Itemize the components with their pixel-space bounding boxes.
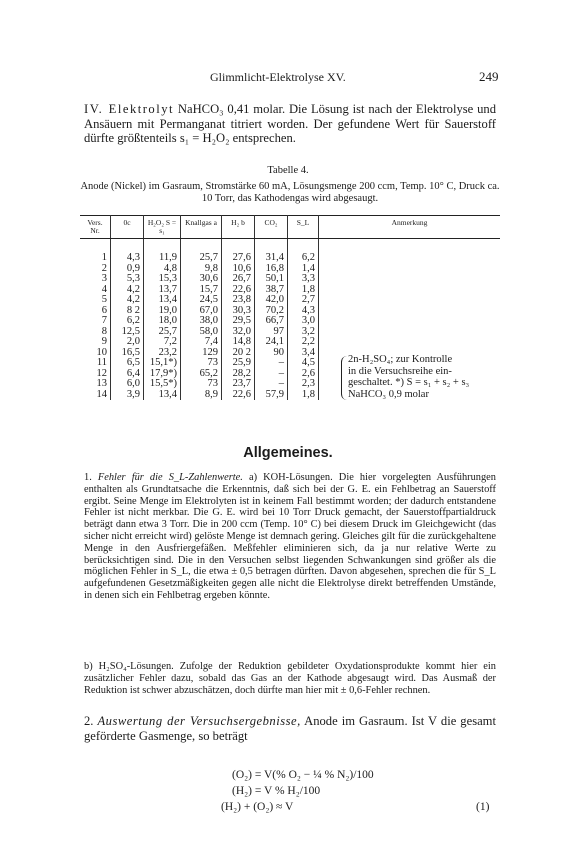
table-cell: 57,9: [255, 390, 288, 401]
paragraph-iv-label: IV. Elektrolyt: [84, 102, 175, 116]
table-cell: 13,4: [144, 390, 181, 401]
paragraph-iv-text: NaHCO₃ 0,41 molar. Die Lösung ist nach der Elektrolyse und Ansäuern mit Permanganat titriert worden. Der gefundene Wert für Sauerstoff dürfte größtenteils s₁ = H₂O₂ entsprechen.: [84, 102, 496, 146]
running-title: Glimmlicht-Elektrolyse XV.: [210, 70, 346, 84]
header-vers-nr: Vers. Nr.: [80, 216, 111, 239]
formula-h2: (H₂) = V % H₂/100: [232, 785, 321, 797]
paragraph-1b: [84, 661, 496, 696]
table-cell: 16,5: [111, 348, 144, 359]
table-cell: 38,0: [181, 316, 222, 327]
table-cell: 4,3: [111, 239, 144, 264]
table-cell: 8: [80, 327, 111, 338]
table-cell: 4,8: [144, 264, 181, 275]
remark-brace: [341, 356, 348, 400]
table-cell-anmerkung: [319, 239, 501, 264]
remark-line: NaHCO₃ 0,9 molar: [348, 388, 429, 400]
table-cell: 26,7: [222, 274, 255, 285]
table-cell: 25,9: [222, 358, 255, 369]
table-header-row: [80, 216, 500, 239]
table-cell: –: [255, 379, 288, 390]
table-cell: 73: [181, 358, 222, 369]
header-co2: CO₂: [255, 216, 288, 239]
table-cell: 11: [80, 358, 111, 369]
table-cell: 5: [80, 295, 111, 306]
table-cell: 4: [80, 285, 111, 296]
table-cell: 23,7: [222, 379, 255, 390]
paragraph-2: [84, 714, 496, 743]
table-cell: 6,0: [111, 379, 144, 390]
table-cell: 27,6: [222, 239, 255, 264]
table-cell: 0,9: [111, 264, 144, 275]
table-cell: 14: [80, 390, 111, 401]
table-cell: 23,2: [144, 348, 181, 359]
page-number: 249: [479, 69, 499, 84]
table-cell: 65,2: [181, 369, 222, 380]
table-cell: 3,3: [288, 274, 319, 285]
table-cell: 7,2: [144, 337, 181, 348]
table-cell: –: [255, 358, 288, 369]
header-sl: S_L: [288, 216, 319, 239]
table-cell: 20 2: [222, 348, 255, 359]
equation-number: (1): [476, 801, 490, 813]
table-title: Tabelle 4.: [267, 165, 309, 176]
table-cell: 9,8: [181, 264, 222, 275]
table-cell-anmerkung: [319, 306, 501, 317]
header-h2o2: H₂O₂ S = s₁: [144, 216, 181, 239]
table-row: [80, 316, 500, 327]
table-cell: 3,9: [111, 390, 144, 401]
table-cell: 66,7: [255, 316, 288, 327]
table-cell: 32,0: [222, 327, 255, 338]
table-cell: 17,9*): [144, 369, 181, 380]
table-cell: 25,7: [144, 327, 181, 338]
table-cell: 14,8: [222, 337, 255, 348]
table-cell: 12: [80, 369, 111, 380]
table-cell: 31,4: [255, 239, 288, 264]
table-cell: 70,2: [255, 306, 288, 317]
table-cell: 25,7: [181, 239, 222, 264]
table-cell: 10: [80, 348, 111, 359]
remark-line: geschaltet. *) S = s₁ + s₂ + s₃: [348, 377, 470, 388]
table-cell: 3,2: [288, 327, 319, 338]
table-row: [80, 285, 500, 296]
table-cell: 15,3: [144, 274, 181, 285]
paragraph-1-text: a) KOH-Lösungen. Die hier vorgelegten Ausführungen enthalten als Grundtatsache die Erkenntnis, daß sich bei der G. E. ein Fehlbetrag an Sauerstoff ergibt. Seine Menge im Elektrolyten ist in keinem Fall bestimmt worden; der dadurch entstandene Fehler ist nicht merkbar. Die G. E. wird bei 10 Torr Druck gemacht, der Sauerstoffpartialdruck beträgt dann etwa 3 Torr. Die in 200 ccm (Temp. 10° C) bei diesem Druck im Gleichgewicht (das sicher nicht erreicht wird) gelöste Menge ist demnach gering. Gleiches gilt für die zurückgehaltene Menge in den Ausfriergefäßen. Meßfehler eliminieren sich, da ja nur relative Werte zu berücksichtigen sind. Die in den Versuchen selbst liegenden Schwankungen sind größer als die möglichen Fehler in S_L, die etwa ± 0,5 betragen dürften. Davon abgesehen, sprechen die für S_L aufgefundenen Gesetzmäßigkeiten gegen alle nicht die Elektrolyse direkt betreffenden Umstände, in denen sich ein Fehlbetrag ergeben könnte.: [84, 472, 496, 601]
table-cell: 2,0: [111, 337, 144, 348]
table-cell: 18,0: [144, 316, 181, 327]
table-cell: 15,5*): [144, 379, 181, 390]
paragraph-1b-text: b) H₂SO₄-Lösungen. Zufolge der Reduktion gebildeter Oxydationsprodukte kommt hier ein zusätzlicher Fehler dazu, sobald das Gas an der Kathode abgesaugt wird. Das Ausmaß der Reduktion ist schwer abzuschätzen, doch dürfte man hier mit ± 0,6-Fehler rechnen.: [84, 661, 496, 696]
table-cell: 50,1: [255, 274, 288, 285]
paragraph-1-title: Fehler für die S_L-Zahlenwerte.: [97, 472, 243, 483]
header-anmerkung: Anmerkung: [319, 216, 501, 239]
section-heading: Allgemeines.: [243, 445, 333, 461]
header-0c: 0c: [111, 216, 144, 239]
table-cell: 2: [80, 264, 111, 275]
table-cell: 24,5: [181, 295, 222, 306]
table-cell: 30,3: [222, 306, 255, 317]
table-row: [80, 327, 500, 338]
table-cell: 6: [80, 306, 111, 317]
table-cell: 13: [80, 379, 111, 390]
table-row: [80, 264, 500, 275]
table-cell: 15,1*): [144, 358, 181, 369]
table-cell-anmerkung: [319, 295, 501, 306]
header-h2: H₂ b: [222, 216, 255, 239]
table-cell: 6,4: [111, 369, 144, 380]
header-knallgas: Knallgas a: [181, 216, 222, 239]
table-cell: 19,0: [144, 306, 181, 317]
table-cell: 16,8: [255, 264, 288, 275]
table-cell: 5,3: [111, 274, 144, 285]
table-cell: 13,4: [144, 295, 181, 306]
table-cell: 29,5: [222, 316, 255, 327]
table-cell: 42,0: [255, 295, 288, 306]
table-cell: 4,2: [111, 285, 144, 296]
table-cell: 12,5: [111, 327, 144, 338]
remark-note: [348, 354, 500, 400]
table-row: [80, 274, 500, 285]
table-cell: 67,0: [181, 306, 222, 317]
paragraph-iv: [84, 102, 496, 146]
table-cell: 6,5: [111, 358, 144, 369]
table-cell-anmerkung: [319, 316, 501, 327]
table-cell: 97: [255, 327, 288, 338]
table-cell: 1,4: [288, 264, 319, 275]
table-cell: 58,0: [181, 327, 222, 338]
table-cell-anmerkung: [319, 274, 501, 285]
table-cell: 3,4: [288, 348, 319, 359]
table-cell: 3: [80, 274, 111, 285]
table-cell-anmerkung: [319, 337, 501, 348]
table-cell: 2,6: [288, 369, 319, 380]
table-cell: 15,7: [181, 285, 222, 296]
table-cell: 90: [255, 348, 288, 359]
paragraph-2-title: Auswertung der Versuchsergebnisse,: [97, 714, 301, 728]
table-caption: Anode (Nickel) im Gasraum, Stromstärke 60 mA, Lösungsmenge 200 ccm, Temp. 10° C, Druck ca. 10 Torr, das Kathodengas wird abgesaugt.: [80, 181, 500, 204]
table-cell: 2,7: [288, 295, 319, 306]
table-cell: 7,4: [181, 337, 222, 348]
table-row: [80, 306, 500, 317]
remark-line: in die Versuchsreihe ein-: [348, 365, 452, 377]
table-cell: 22,6: [222, 390, 255, 401]
table-cell: –: [255, 369, 288, 380]
table-cell: 6,2: [288, 239, 319, 264]
table-cell: 1,8: [288, 285, 319, 296]
table-cell: 8 2: [111, 306, 144, 317]
table-cell: 8,9: [181, 390, 222, 401]
table-cell: 1,8: [288, 390, 319, 401]
table-cell: 73: [181, 379, 222, 390]
paragraph-1-number: 1.: [84, 472, 92, 483]
paragraph-2-text: Anode im Gasraum. Ist V die gesamt geförderte Gasmenge, so beträgt: [84, 714, 496, 743]
table-row: [80, 239, 500, 264]
table-cell: 13,7: [144, 285, 181, 296]
table-cell: 7: [80, 316, 111, 327]
table-cell: 4,5: [288, 358, 319, 369]
table-cell: 23,8: [222, 295, 255, 306]
table-row: [80, 337, 500, 348]
table-cell-anmerkung: [319, 327, 501, 338]
table-cell: 10,6: [222, 264, 255, 275]
table-row: [80, 295, 500, 306]
remark-line: 2n-H₂SO₄; zur Kontrolle: [348, 354, 453, 365]
table-cell: 4,2: [111, 295, 144, 306]
formula-sum: (H₂) + (O₂) ≈ V: [221, 801, 294, 813]
table-cell: 2,3: [288, 379, 319, 390]
table-cell: 38,7: [255, 285, 288, 296]
table-cell: 1: [80, 239, 111, 264]
paragraph-2-number: 2.: [84, 714, 94, 728]
table-cell-anmerkung: [319, 264, 501, 275]
table-cell: 30,6: [181, 274, 222, 285]
paragraph-1: [84, 472, 496, 602]
table-cell: 28,2: [222, 369, 255, 380]
table-cell: 6,2: [111, 316, 144, 327]
table-cell: 9: [80, 337, 111, 348]
table-cell: 11,9: [144, 239, 181, 264]
formula-o2: (O₂) = V(% O₂ − ¼ % N₂)/100: [232, 769, 374, 781]
table-cell: 3,0: [288, 316, 319, 327]
table-cell: 2,2: [288, 337, 319, 348]
table-cell: 22,6: [222, 285, 255, 296]
table-cell: 129: [181, 348, 222, 359]
table-cell: 4,3: [288, 306, 319, 317]
table-cell-anmerkung: [319, 285, 501, 296]
table-cell: 24,1: [255, 337, 288, 348]
